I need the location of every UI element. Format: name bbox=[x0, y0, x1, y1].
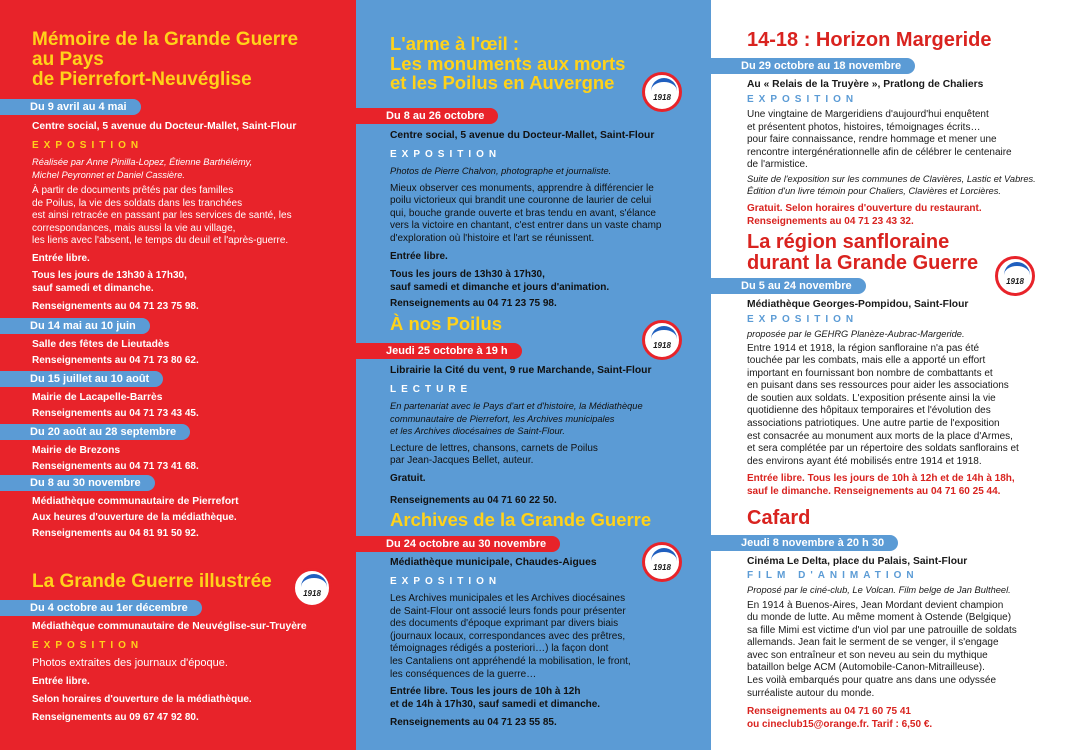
body-line: témoignages rédigés a posteriori…) la façon dont bbox=[390, 643, 609, 655]
body-line: En 1914 à Buenos-Aires, Jean Mordant devient champion bbox=[747, 599, 1004, 611]
section-title bbox=[711, 30, 1069, 51]
badge-year: 1918 bbox=[1006, 276, 1024, 286]
venue: Médiathèque municipale, Chaudes-Aigues bbox=[390, 557, 597, 568]
date-bar: Du 20 août au 28 septembre bbox=[0, 424, 190, 440]
info-line: Renseignements au 04 71 23 75 98. bbox=[390, 298, 557, 310]
event-block bbox=[711, 533, 1069, 731]
venue: Salle des fêtes de Lieutadès bbox=[32, 339, 170, 350]
body-line: qui, bouche grande ouverte et bras tendu en avant, s'élance bbox=[390, 207, 656, 219]
body-line: rencontre intergénérationnelle afin de célébrer le centenaire bbox=[747, 146, 1012, 158]
info-line: sauf samedi et dimanche et jours d'animation. bbox=[390, 282, 610, 294]
body-line: et présentent photos, histoires, témoignages écrits… bbox=[747, 121, 981, 133]
body-line: (journaux locaux, correspondances avec des prêtres, bbox=[390, 630, 626, 642]
body-line: est ainsi retracée en passant par les services de santé, les bbox=[32, 210, 292, 222]
info-line: Gratuit. bbox=[390, 472, 426, 484]
event-type: LECTURE bbox=[390, 384, 473, 395]
event-block bbox=[356, 341, 711, 507]
section-title bbox=[0, 30, 356, 90]
body-line: Photos extraites des journaux d'époque. bbox=[32, 657, 228, 669]
event-type: FILM D'ANIMATION bbox=[747, 570, 919, 581]
info-line: ou cineclub15@orange.fr. Tarif : 6,50 €. bbox=[747, 719, 933, 731]
date-bar: Du 4 octobre au 1er décembre bbox=[0, 600, 202, 616]
info-line: Renseignements au 04 71 60 22 50. bbox=[390, 494, 557, 506]
title-line: Les monuments aux morts bbox=[390, 52, 626, 74]
info-line: sauf samedi et dimanche. bbox=[32, 282, 154, 294]
event-block bbox=[0, 473, 356, 540]
event-type: EXPOSITION bbox=[390, 576, 502, 587]
body-line: du monde de lutte. Au même moment à Ostende (Belgique) bbox=[747, 612, 1012, 624]
info-line: Renseignements au 09 67 47 92 80. bbox=[32, 711, 199, 723]
event-type: EXPOSITION bbox=[32, 140, 144, 151]
info-line: Renseignements au 04 71 23 43 32. bbox=[747, 215, 914, 227]
body-line: est consacrée au monument aux morts de la place d'Armes, bbox=[747, 430, 1013, 442]
info-line: Renseignements au 04 71 23 55 85. bbox=[390, 717, 557, 729]
body-line: sa fille Mimi est victime d'un viol par une patrouille de soldats bbox=[747, 624, 1017, 636]
body-line: Lecture de lettres, chansons, carnets de Poilus bbox=[390, 442, 598, 454]
body-line: les Cantaliens ont appréhendé la mobilisation, le front, bbox=[390, 655, 631, 667]
venue: Centre social, 5 avenue du Docteur-Mallet, Saint-Flour bbox=[32, 121, 297, 132]
event-block bbox=[356, 534, 711, 729]
title-line: L'arme à l'œil : bbox=[390, 33, 520, 54]
date-bar: Du 29 octobre au 18 novembre bbox=[711, 58, 915, 74]
info-line: Renseignements au 04 71 73 80 62. bbox=[32, 355, 199, 366]
date-bar: Du 5 au 24 novembre bbox=[711, 278, 866, 294]
date-bar: Jeudi 25 octobre à 19 h bbox=[356, 343, 522, 359]
credit-line: Suite de l'exposition sur les communes de Clavières, Lastic et Vabres. bbox=[747, 173, 1036, 184]
info-line: Renseignements au 04 71 73 41 68. bbox=[32, 461, 199, 472]
event-block bbox=[0, 598, 356, 724]
title-line: au Pays bbox=[32, 49, 104, 71]
credit-line: Photos de Pierre Chalvon, photographe et journaliste. bbox=[390, 166, 612, 176]
body-line: Une vingtaine de Margeridiens d'aujourd'hui enquêtent bbox=[747, 109, 989, 120]
credit-line: Réalisée par Anne Pinilla-Lopez, Étienne Barthélémy, bbox=[32, 157, 253, 167]
info-line: Entrée libre. bbox=[32, 675, 90, 687]
body-line: poilu victorieux qui brandit une couronne de laurier de celui bbox=[390, 195, 652, 207]
credit-line: Proposé par le ciné-club, Le Volcan. Film belge de Jan Bultheel. bbox=[747, 585, 1011, 595]
info-line: Tous les jours de 13h30 à 17h30, bbox=[390, 269, 545, 281]
credit-line: et les Archives diocésaines de Saint-Flour. bbox=[390, 426, 566, 436]
date-bar: Du 9 avril au 4 mai bbox=[0, 99, 141, 115]
event-block bbox=[0, 369, 356, 420]
body-line: d'exploration où l'histoire et l'art se réunissent. bbox=[390, 232, 595, 244]
date-bar: Du 24 octobre au 30 novembre bbox=[356, 536, 560, 552]
title-line: Mémoire de la Grande Guerre bbox=[32, 29, 299, 50]
info-line: sauf le dimanche. Renseignements au 04 71 60 25 44. bbox=[747, 486, 1001, 498]
body-line: correspondances, mais aussi la vie au village, bbox=[32, 222, 236, 234]
title-line: Archives de la Grande Guerre bbox=[390, 509, 652, 530]
date-bar: Jeudi 8 novembre à 20 h 30 bbox=[711, 535, 898, 551]
body-line: et sera complétée par un répertoire des soldats sanflorains et bbox=[747, 443, 1019, 455]
event-block bbox=[0, 316, 356, 367]
info-line: Tous les jours de 13h30 à 17h30, bbox=[32, 269, 187, 281]
venue: Médiathèque Georges-Pompidou, Saint-Flour bbox=[747, 299, 969, 310]
venue: Centre social, 5 avenue du Docteur-Mallet, Saint-Flour bbox=[390, 130, 655, 141]
date-bar: Du 8 au 30 novembre bbox=[0, 475, 155, 491]
badge-year: 1918 bbox=[303, 588, 321, 598]
column-left bbox=[0, 0, 356, 750]
title-line: et les Poilus en Auvergne bbox=[390, 72, 615, 94]
venue: Mairie de Brezons bbox=[32, 445, 121, 456]
body-line: quotidienne des hôpitaux temporaires et l'évolution des bbox=[747, 405, 991, 417]
body-line: les liens avec l'absent, le temps du deuil et l'après-guerre. bbox=[32, 235, 289, 247]
credit-line: proposée par le GEHRG Planèze-Aubrac-Margeride. bbox=[747, 329, 965, 339]
body-line: Entre 1914 et 1918, la région sanfloraine n'a pas été bbox=[747, 342, 980, 354]
date-bar: Du 14 mai au 10 juin bbox=[0, 318, 150, 334]
body-line: allemands. Jean fait le serment de se venger, il s'engage bbox=[747, 637, 999, 649]
event-type: EXPOSITION bbox=[747, 314, 859, 325]
credit-line: En partenariat avec le Pays d'art et d'histoire, la Médiathèque bbox=[390, 401, 643, 411]
event-type: EXPOSITION bbox=[747, 94, 859, 105]
event-block bbox=[711, 276, 1069, 498]
badge-year: 1918 bbox=[653, 340, 671, 350]
body-line: À partir de documents prêtés par des familles bbox=[32, 185, 234, 196]
event-block bbox=[0, 422, 356, 473]
info-line: Renseignements au 04 71 23 75 98. bbox=[32, 300, 199, 312]
info-line: Renseignements au 04 71 73 43 45. bbox=[32, 408, 199, 419]
venue: Au « Relais de la Truyère », Pratlong de Chaliers bbox=[747, 79, 984, 90]
body-line: touchée par les combats, mais elle a apporté un effort bbox=[747, 355, 986, 367]
title-line: La région sanfloraine bbox=[747, 231, 950, 253]
column-right bbox=[711, 0, 1069, 750]
date-bar: Du 8 au 26 octobre bbox=[356, 108, 498, 124]
info-line: Renseignements au 04 71 60 75 41 bbox=[747, 706, 911, 718]
section-title bbox=[711, 508, 1069, 529]
credit-line: communautaire de Pierrefort, les Archives municipales bbox=[390, 413, 615, 424]
credit-line: Édition d'un livre témoin pour Chaliers, Clavières et Lorcières. bbox=[747, 186, 1001, 197]
title-line: La Grande Guerre illustrée bbox=[32, 571, 272, 592]
badge-year: 1918 bbox=[653, 92, 671, 102]
info-line: Entrée libre. bbox=[390, 251, 448, 263]
body-line: pour faire connaissance, rendre hommage et mener une bbox=[747, 134, 997, 146]
body-line: par Jean-Jacques Bellet, auteur. bbox=[390, 455, 534, 467]
title-line: durant la Grande Guerre bbox=[747, 252, 979, 275]
body-line: de soutien aux soldats. L'exposition présente ainsi la vie bbox=[747, 392, 996, 404]
info-line: Aux heures d'ouverture de la médiathèque. bbox=[32, 512, 237, 523]
venue: Librairie la Cité du vent, 9 rue Marchande, Saint-Flour bbox=[390, 365, 652, 376]
venue: Mairie de Lacapelle-Barrès bbox=[32, 392, 163, 403]
body-line: bataillon belge ACM (Automobile-Canon-Mitrailleuse). bbox=[747, 662, 985, 674]
event-type: EXPOSITION bbox=[390, 149, 502, 160]
body-line: avec son entraîneur et son neveu au sein du mythique bbox=[747, 649, 988, 661]
event-block bbox=[356, 106, 711, 310]
info-line: Entrée libre. Tous les jours de 10h à 12h et de 14h à 18h, bbox=[747, 473, 1015, 485]
event-block bbox=[0, 97, 356, 313]
body-line: en puisant dans ses ressources pour aider les associations bbox=[747, 380, 1009, 392]
body-line: Mieux observer ces monuments, apprendre à différencier le bbox=[390, 182, 654, 194]
title-line: À nos Poilus bbox=[390, 313, 503, 334]
event-type: EXPOSITION bbox=[32, 640, 144, 651]
venue: Médiathèque communautaire de Neuvéglise-sur-Truyère bbox=[32, 621, 307, 632]
column-middle bbox=[356, 0, 711, 750]
body-line: important en fournissant bon nombre de combattants et bbox=[747, 367, 993, 379]
title-line: de Pierrefort-Neuvéglise bbox=[32, 69, 252, 91]
info-line: Renseignements au 04 81 91 50 92. bbox=[32, 528, 199, 539]
body-line: de Saint-Flour ont associé leurs fonds pour présenter bbox=[390, 605, 626, 617]
info-line: Entrée libre. bbox=[32, 252, 90, 264]
body-line: de l'armistice. bbox=[747, 159, 808, 171]
body-line: surréaliste autour du monde. bbox=[747, 687, 875, 699]
date-bar: Du 15 juillet au 10 août bbox=[0, 371, 163, 387]
info-line: et de 14h à 17h30, sauf samedi et dimanche. bbox=[390, 699, 601, 711]
body-line: vers la victoire en chantant, c'est entrer dans un vaste champ bbox=[390, 220, 662, 232]
section-title bbox=[356, 510, 711, 530]
body-line: de Poilus, la vie des soldats dans les tranchées bbox=[32, 197, 243, 209]
title-line: Cafard bbox=[747, 507, 811, 529]
info-line: Entrée libre. Tous les jours de 10h à 12h bbox=[390, 686, 581, 698]
body-line: Les voilà embarqués pour quatre ans dans une odyssée bbox=[747, 675, 997, 687]
badge-year: 1918 bbox=[653, 562, 671, 572]
venue: Médiathèque communautaire de Pierrefort bbox=[32, 496, 239, 507]
body-line: associations patriotiques. Une autre partie de l'exposition bbox=[747, 418, 1000, 430]
info-line: Gratuit. Selon horaires d'ouverture du restaurant. bbox=[747, 202, 982, 214]
body-line: Les Archives municipales et les Archives diocésaines bbox=[390, 593, 626, 604]
venue: Cinéma Le Delta, place du Palais, Saint-Flour bbox=[747, 556, 968, 567]
credit-line: Michel Peyronnet et Daniel Cassière. bbox=[32, 169, 185, 180]
body-line: des environs ayant été mobilisés entre 1914 et 1918. bbox=[747, 455, 982, 467]
title-line: 14-18 : Horizon Margeride bbox=[747, 29, 992, 51]
body-line: des documents d'époque exprimant par divers biais bbox=[390, 618, 619, 630]
event-block bbox=[711, 56, 1069, 228]
info-line: Selon horaires d'ouverture de la médiathèque. bbox=[32, 693, 252, 705]
body-line: les conséquences de la guerre… bbox=[390, 668, 537, 680]
